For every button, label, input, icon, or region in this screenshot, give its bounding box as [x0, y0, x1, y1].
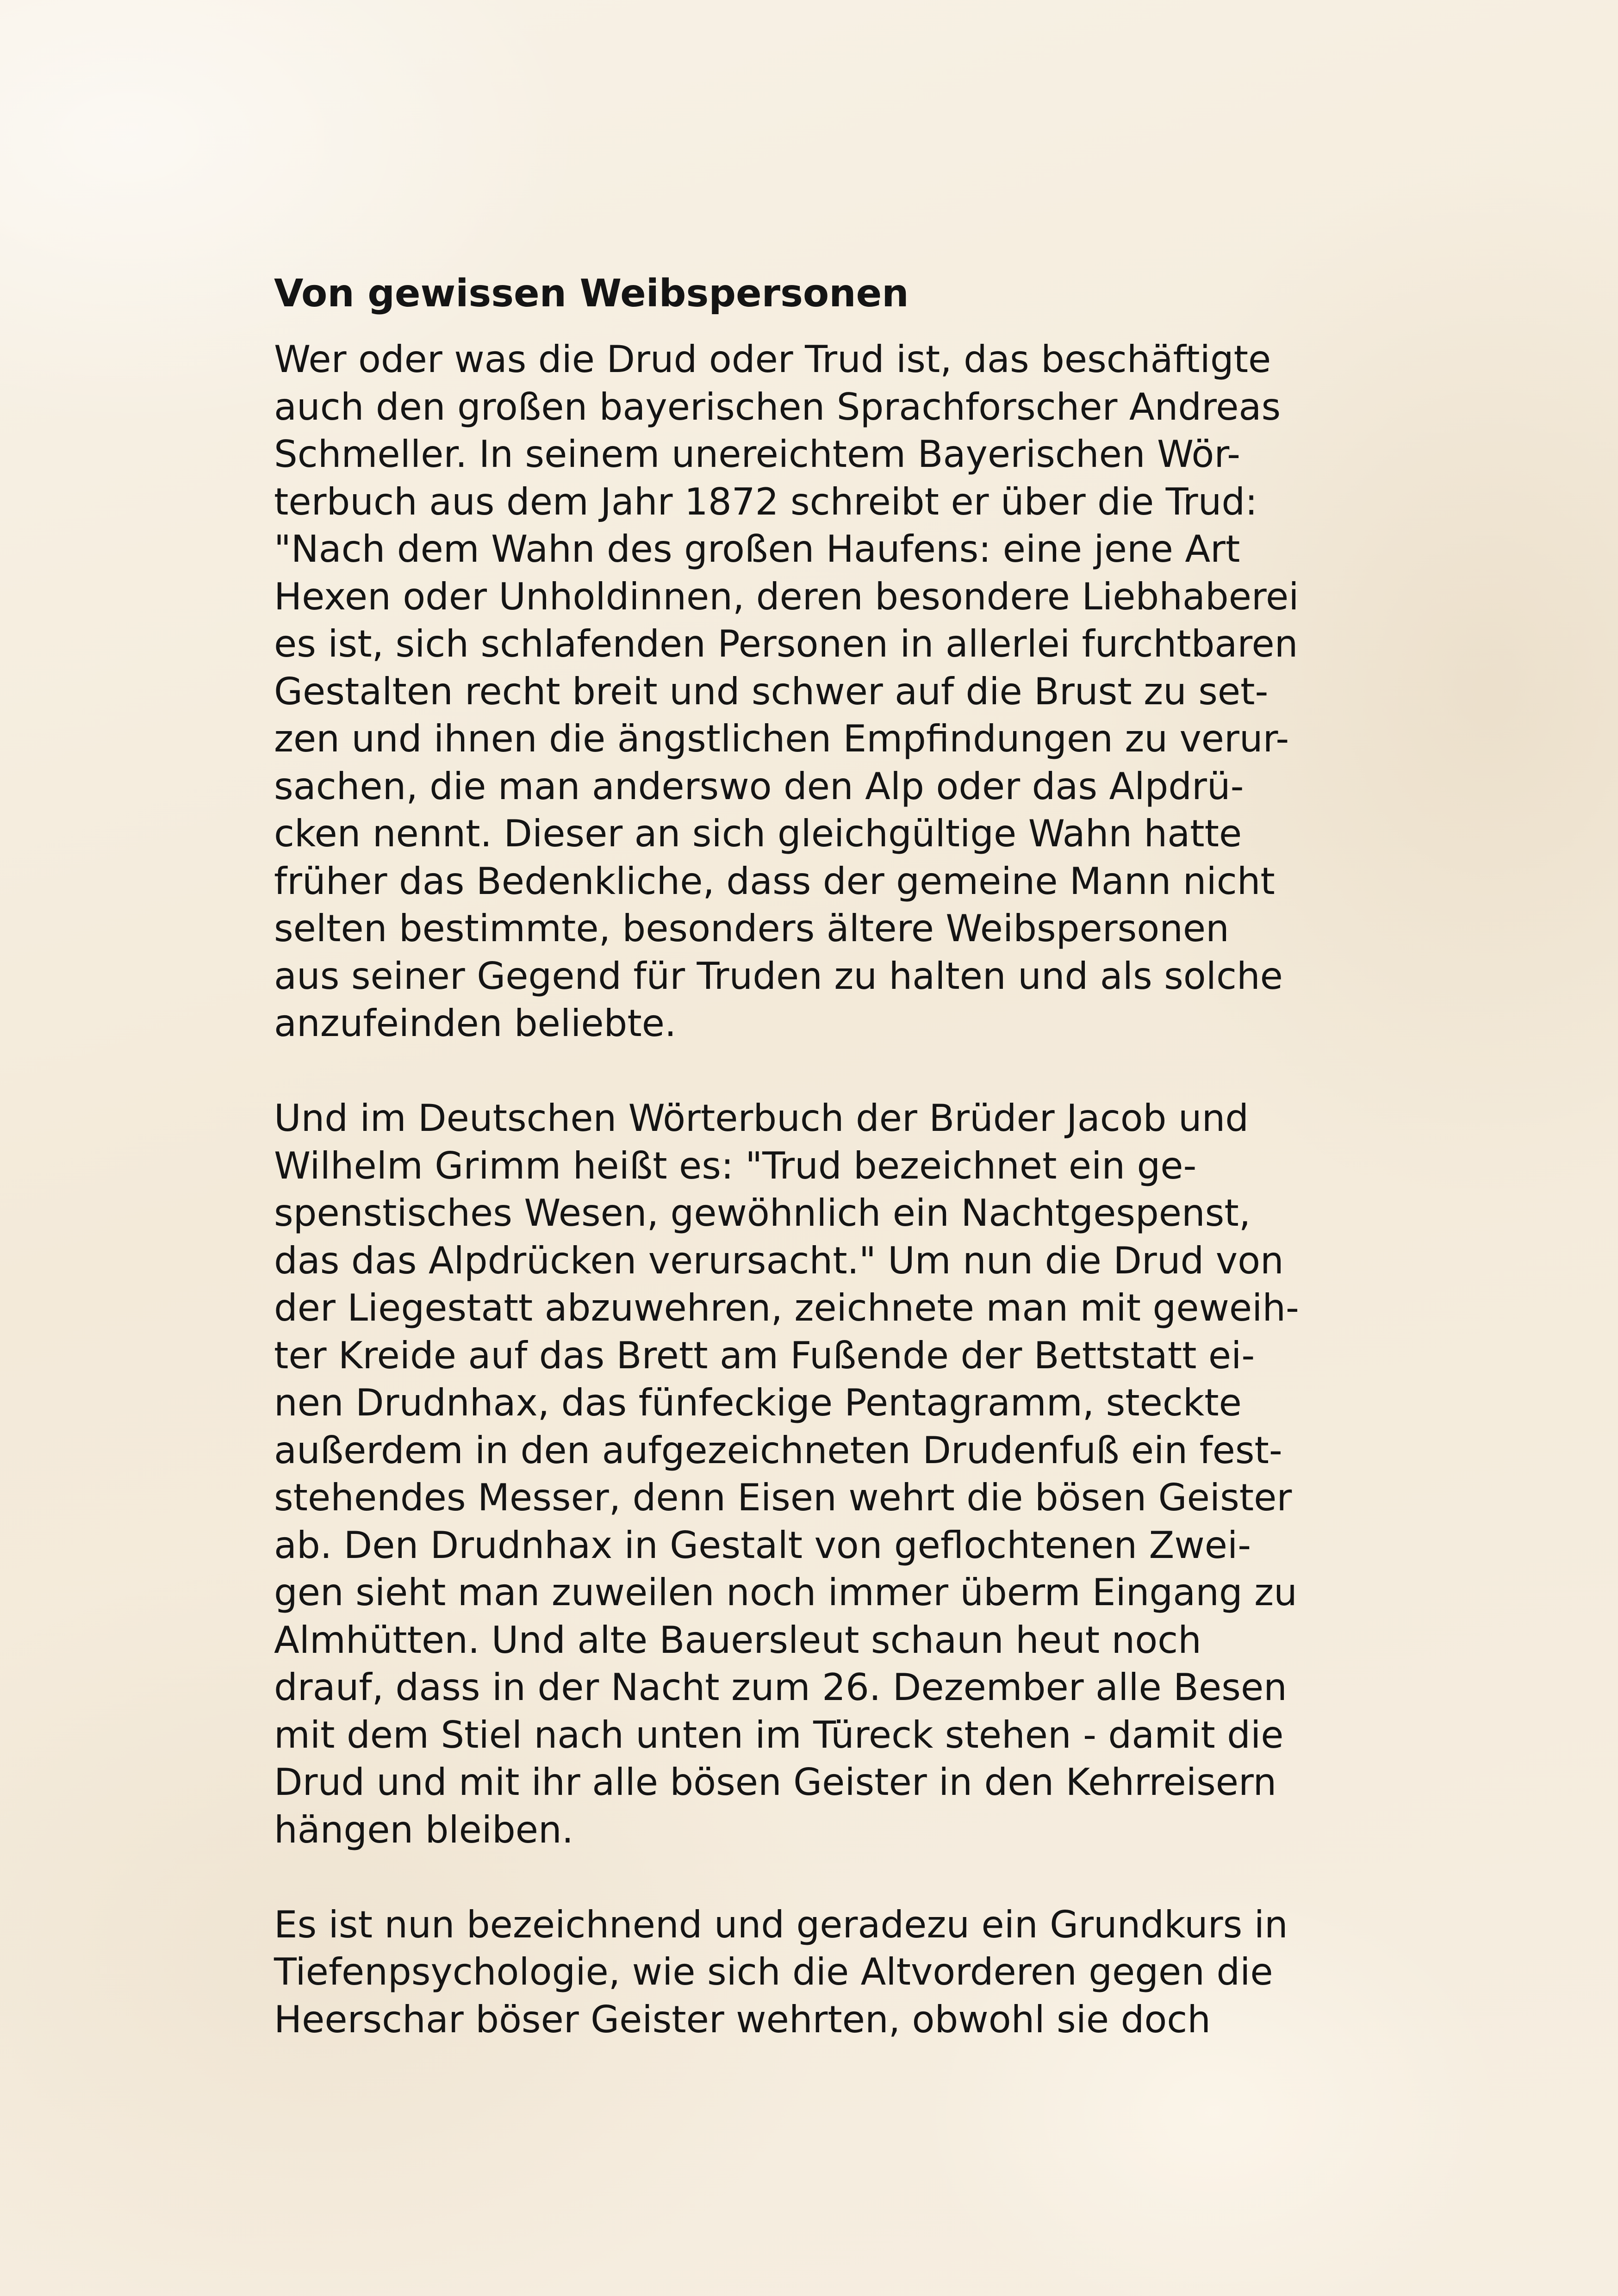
- article-title: Von gewissen Weibspersonen: [274, 272, 909, 316]
- text-line: spenstisches Wesen, gewöhnlich ein Nachtgespenst,: [274, 1191, 1251, 1235]
- text-line: Und im Deutschen Wörterbuch der Brüder Jacob und: [274, 1097, 1249, 1140]
- text-line: sachen, die man anderswo den Alp oder das Alpdrü-: [274, 764, 1244, 808]
- paragraph-1: [274, 336, 1394, 1048]
- paragraph-2: [274, 1095, 1394, 1854]
- text-line: gen sieht man zuweilen noch immer überm Eingang zu: [274, 1571, 1297, 1614]
- text-line: Hexen oder Unholdinnen, deren besondere Liebhaberei: [274, 575, 1299, 618]
- text-line: auch den großen bayerischen Sprachforscher Andreas: [274, 385, 1281, 428]
- text-line: Tiefenpsychologie, wie sich die Altvorderen gegen die: [274, 1950, 1273, 1993]
- text-line: Heerschar böser Geister wehrten, obwohl sie doch: [274, 1998, 1211, 2041]
- text-line: drauf, dass in der Nacht zum 26. Dezember alle Besen: [274, 1666, 1287, 1709]
- text-line: das das Alpdrücken verursacht." Um nun die Drud von: [274, 1239, 1284, 1282]
- text-line: terbuch aus dem Jahr 1872 schreibt er über die Trud:: [274, 480, 1258, 523]
- text-line: früher das Bedenkliche, dass der gemeine Mann nicht: [274, 859, 1275, 903]
- paragraph-spacer: [274, 1048, 1394, 1095]
- text-line: selten bestimmte, besonders ältere Weibspersonen: [274, 907, 1229, 950]
- text-line: Gestalten recht breit und schwer auf die Brust zu set-: [274, 670, 1269, 713]
- text-line: Wilhelm Grimm heißt es: "Trud bezeichnet ein ge-: [274, 1144, 1197, 1187]
- text-line: Schmeller. In seinem unereichtem Bayerischen Wör-: [274, 433, 1240, 476]
- paragraph-3: [274, 1901, 1394, 2044]
- paragraph-spacer: [274, 1854, 1394, 1901]
- text-line: zen und ihnen die ängstlichen Empfindungen zu verur-: [274, 717, 1289, 760]
- text-line: stehendes Messer, denn Eisen wehrt die bösen Geister: [274, 1476, 1292, 1519]
- text-line: "Nach dem Wahn des großen Haufens: eine jene Art: [274, 527, 1240, 571]
- text-line: außerdem in den aufgezeichneten Drudenfuß ein fest-: [274, 1428, 1282, 1472]
- text-line: cken nennt. Dieser an sich gleichgültige Wahn hatte: [274, 812, 1242, 855]
- text-line: anzufeinden beliebte.: [274, 1002, 677, 1045]
- text-line: Almhütten. Und alte Bauersleut schaun heut noch: [274, 1618, 1201, 1662]
- text-line: mit dem Stiel nach unten im Türeck stehen - damit die: [274, 1713, 1284, 1756]
- article: [274, 268, 1394, 2043]
- text-line: aus seiner Gegend für Truden zu halten und als solche: [274, 954, 1283, 998]
- text-line: Drud und mit ihr alle bösen Geister in den Kehrreisern: [274, 1761, 1277, 1804]
- text-line: nen Drudnhax, das fünfeckige Pentagramm, steckte: [274, 1381, 1242, 1424]
- text-line: hängen bleiben.: [274, 1808, 574, 1851]
- text-line: es ist, sich schlafenden Personen in allerlei furchtbaren: [274, 622, 1298, 665]
- text-line: Wer oder was die Drud oder Trud ist, das beschäftigte: [274, 338, 1271, 381]
- text-line: Es ist nun bezeichnend und geradezu ein Grundkurs in: [274, 1903, 1288, 1946]
- text-line: der Liegestatt abzuwehren, zeichnete man mit geweih-: [274, 1286, 1299, 1329]
- text-line: ter Kreide auf das Brett am Fußende der Bettstatt ei-: [274, 1334, 1255, 1377]
- text-line: ab. Den Drudnhax in Gestalt von geflochtenen Zwei-: [274, 1523, 1251, 1567]
